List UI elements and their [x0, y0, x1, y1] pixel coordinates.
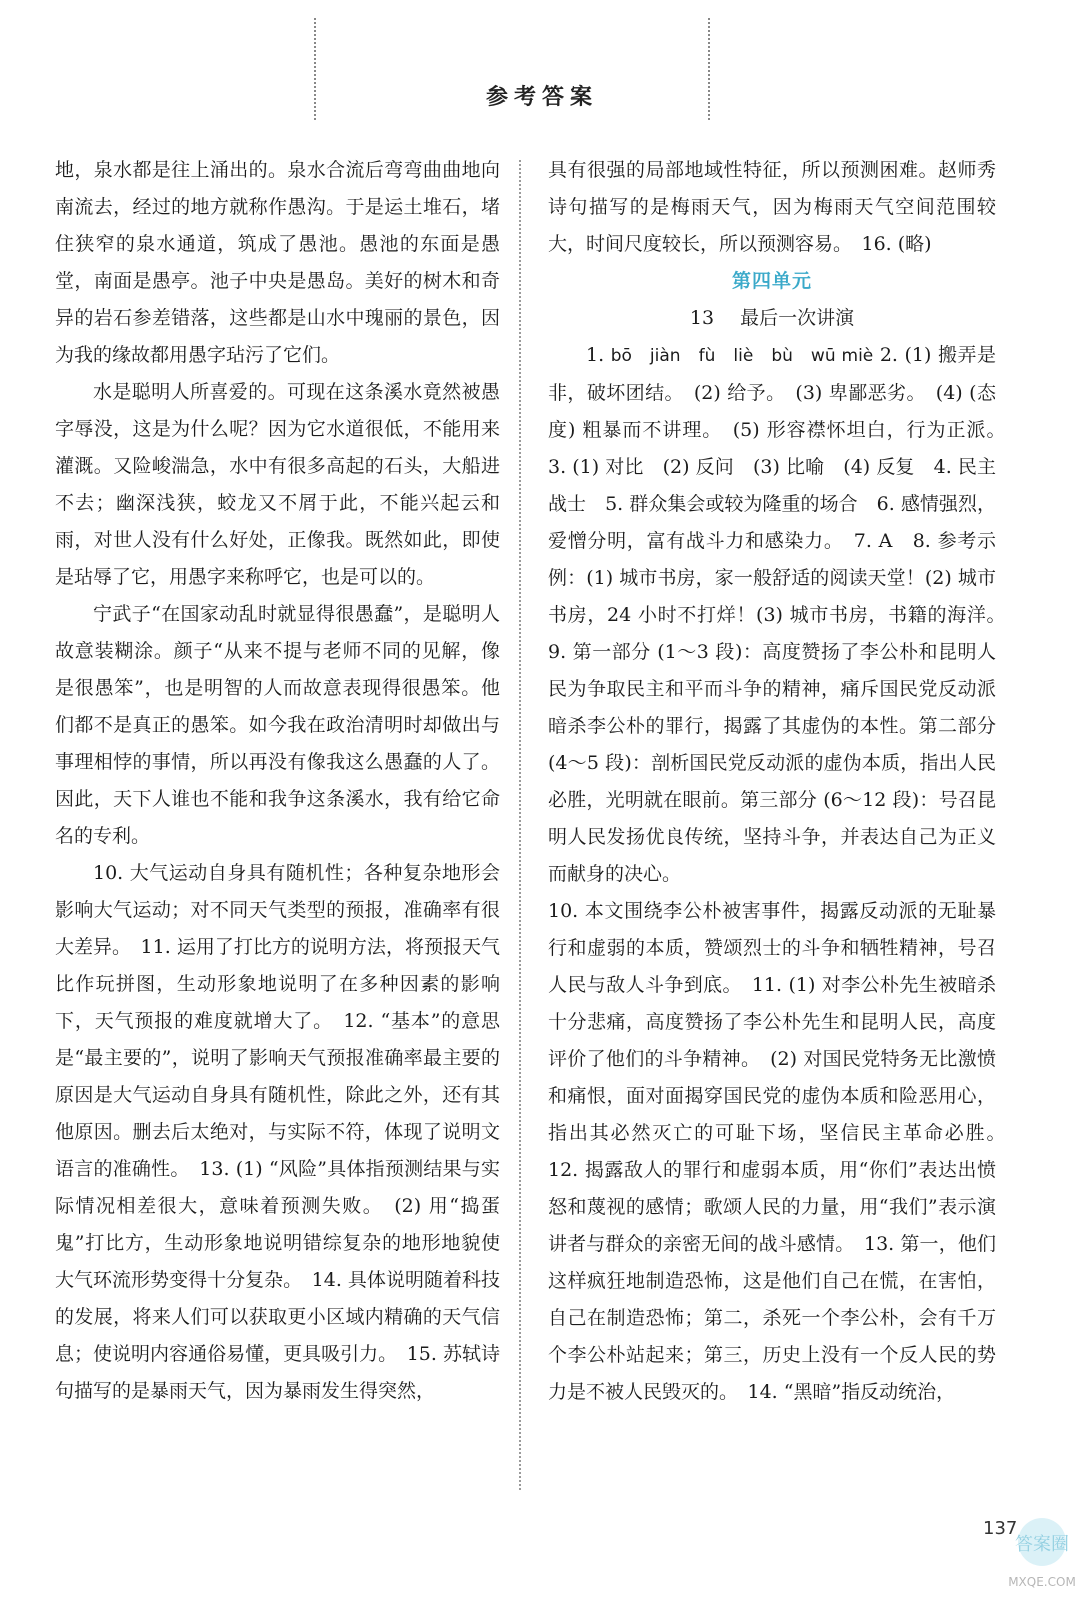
unit-heading: 第四单元	[731, 270, 812, 292]
watermark-text-2: MXQE.COM	[1008, 1575, 1076, 1589]
answers-paragraph-1	[548, 337, 1016, 893]
lesson-name: 最后一次讲演	[740, 307, 855, 329]
left-paragraph-3: 宁武子“在国家动乱时就显得很愚蠢”，是聪明人故意装糊涂。颜子“从来不提与老师不同的见解，像是很愚笨”，也是明智的人而故意表现得很愚笨。他们都不是真正的愚笨。如今我在政治清明时却做出与事理相悖的事情，所以再没有像我这么愚蠢的人了。因此，天下人谁也不能和我争这条溪水，我有给它命名的专利。	[55, 603, 500, 847]
column-divider	[519, 160, 521, 1490]
lesson-title	[548, 300, 996, 337]
left-paragraph-1: 地，泉水都是往上涌出的。泉水合流后弯弯曲曲地向南流去，经过的地方就称作愚沟。于是运土堆石，堵住狭窄的泉水通道，筑成了愚池。愚池的东面是愚堂，南面是愚亭。池子中央是愚岛。美好的树木和奇异的岩石参差错落，这些都是山水中瑰丽的景色，因为我的缘故都用愚字玷污了它们。	[55, 159, 500, 366]
right-column	[548, 152, 1016, 1411]
page-number: 137	[983, 1518, 1018, 1539]
lesson-number: 13	[689, 307, 715, 329]
left-paragraph-2: 水是聪明人所喜爱的。可现在这条溪水竟然被愚字辱没，这是为什么呢？因为它水道很低，不能用来灌溉。又险峻湍急，水中有很多高起的石头，大船进不去；幽深浅狭，蛟龙又不屑于此，不能兴起云和雨，对世人没有什么好处，正像我。既然如此，即使是玷辱了它，用愚字来称呼它，也是可以的。	[55, 381, 500, 588]
left-column	[55, 152, 500, 1410]
q1-label: 1.	[586, 344, 605, 366]
watermark-text-1: 答案圈	[1015, 1534, 1069, 1555]
right-intro-paragraph: 具有很强的局部地域性特征，所以预测困难。赵师秀诗句描写的是梅雨天气，因为梅雨天气空间范围较大，时间尺度较长，所以预测容易。 16. (略)	[548, 159, 996, 255]
q1-pinyin: bō jiàn fù liè bù wū miè	[610, 346, 874, 366]
watermark-logo	[1002, 1512, 1082, 1596]
answers-text: 2. (1) 搬弄是非，破坏团结。 (2) 给予。 (3) 卑鄙恶劣。 (4) (态度) 粗暴而不讲理。 (5) 形容襟怀坦白，行为正派。 3. (1) 对比 (2) 反问 (3) 比喻 (4) 反复 4. 民主战士 5. 群众集会或较为隆重的场合 6. 感情强烈，爱憎分明，富有战斗力和感染力。 7. A 8. 参考示例：(1) 城市书房，家一般舒适的阅读天堂！(2) 城市书房，24 小时不打烊！(3) 城市书房，书籍的海洋。 9. 第一部分 (1～3 段)：高度赞扬了李公朴和昆明人民为争取民主和平而斗争的精神，痛斥国民党反动派暗杀李公朴的罪行，揭露了其虚伪的本性。第二部分 (4～5 段)：剖析国民党反动派的虚伪本质，指出人民必胜，光明就在眼前。第三部分 (6～12 段)：号召昆明人民发扬优良传统，坚持斗争，并表达自己为正义而献身的决心。	[548, 344, 1016, 885]
left-paragraph-4: 10. 大气运动自身具有随机性；各种复杂地形会影响大气运动；对不同天气类型的预报，准确率有很大差异。 11. 运用了打比方的说明方法，将预报天气比作玩拼图，生动形象地说明了在多种因素的影响下，天气预报的难度就增大了。 12. “基本”的意思是“最主要的”，说明了影响天气预报准确率最主要的原因是大气运动自身具有随机性，除此之外，还有其他原因。删去后太绝对，与实际不符，体现了说明文语言的准确性。 13. (1) “风险”具体指预测结果与实际情况相差很大，意味着预测失败。 (2) 用“捣蛋鬼”打比方，生动形象地说明错综复杂的地形地貌使大气环流形势变得十分复杂。 14. 具体说明随着科技的发展，将来人们可以获取更小区域内精确的天气信息；使说明内容通俗易懂，更具吸引力。 15. 苏轼诗句描写的是暴雨天气，因为暴雨发生得突然，	[55, 862, 500, 1402]
answers-paragraph-2: 10. 本文围绕李公朴被害事件，揭露反动派的无耻暴行和虚弱的本质，赞颂烈士的斗争和牺牲精神，号召人民与敌人斗争到底。 11. (1) 对李公朴先生被暗杀十分悲痛，高度赞扬了李公朴先生和昆明人民，高度评价了他们的斗争精神。 (2) 对国民党特务无比激愤和痛恨，面对面揭穿国民党的虚伪本质和险恶用心，指出其必然灭亡的可耻下场，坚信民主革命必胜。 12. 揭露敌人的罪行和虚弱本质，用“你们”表达出愤怒和蔑视的感情；歌颂人民的力量，用“我们”表示演讲者与群众的亲密无间的战斗感情。 13. 第一，他们这样疯狂地制造恐怖，这是他们自己在慌，在害怕，自己在制造恐怖；第二，杀死一个李公朴，会有千万个李公朴站起来；第三，历史上没有一个反人民的势力是不被人民毁灭的。 14. “黑暗”指反动统治，	[548, 900, 1016, 1403]
page-header-title: 参考答案	[485, 85, 598, 110]
